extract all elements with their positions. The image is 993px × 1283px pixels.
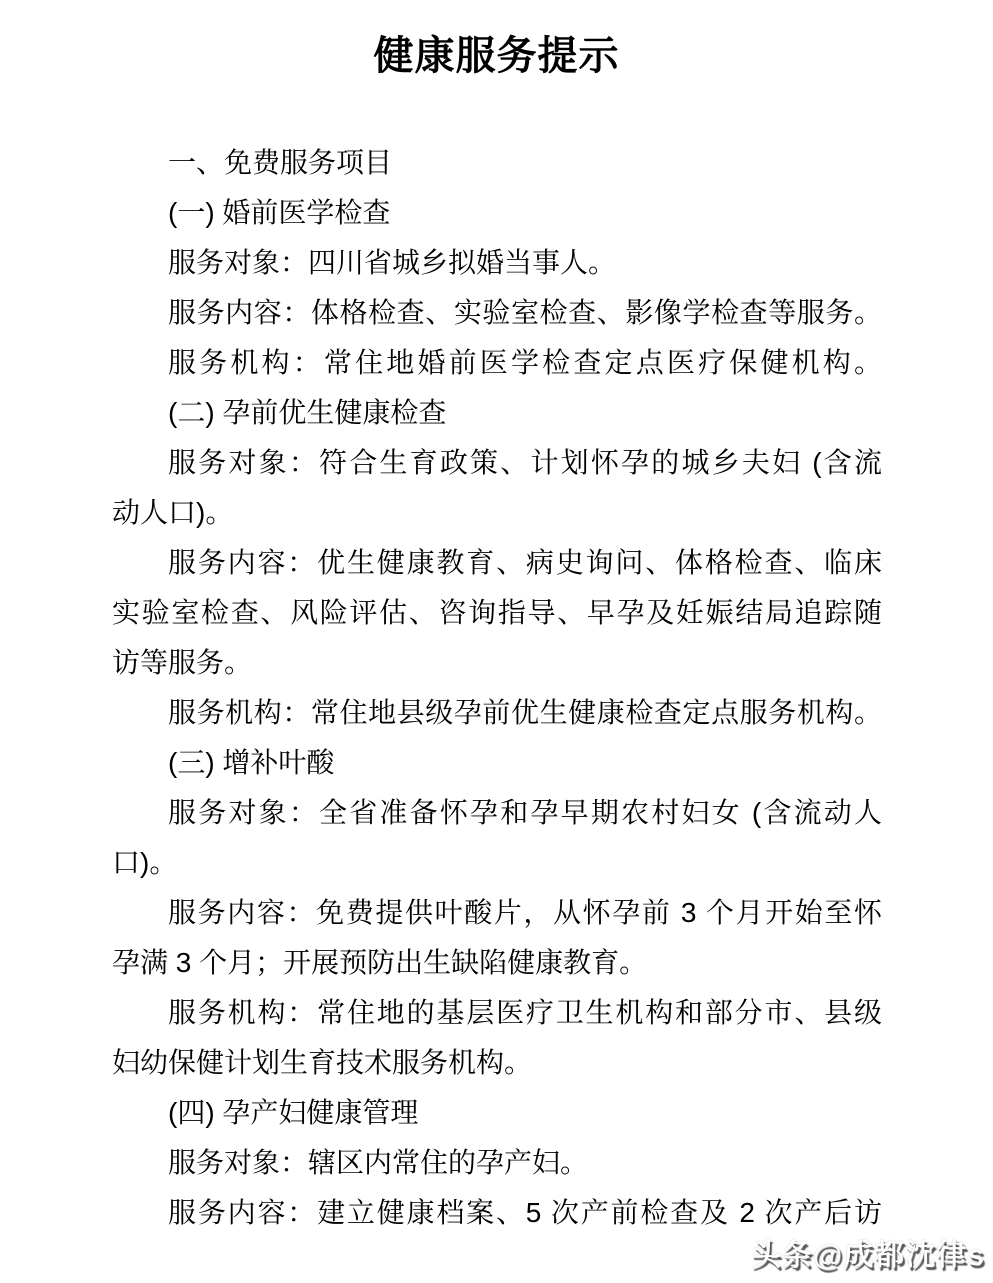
body-line: 服务机构：常住地的基层医疗卫生机构和部分市、县级 <box>168 997 882 1028</box>
body-line: 实验室检查、风险评估、咨询指导、早孕及妊娠结局追踪随 <box>112 597 882 628</box>
body-line: 访等服务。 <box>112 647 253 678</box>
toutiao-watermark: 头条@成都沈律s <box>751 1239 985 1272</box>
body-line: 服务对象：全省准备怀孕和孕早期农村妇女 (含流动人 <box>168 797 882 828</box>
section-heading: 一、免费服务项目 <box>168 147 393 178</box>
body-line: 服务机构：常住地县级孕前优生健康检查定点服务机构。 <box>168 697 882 728</box>
subsection-heading: (一) 婚前医学检查 <box>168 197 391 228</box>
body-line: 妇幼保健计划生育技术服务机构。 <box>112 1047 533 1078</box>
body-line: 服务对象：四川省城乡拟婚当事人。 <box>168 247 617 278</box>
page-title: 健康服务提示 <box>373 34 620 78</box>
body-line: 孕满 3 个月；开展预防出生缺陷健康教育。 <box>112 947 648 978</box>
body-line: 服务内容：建立健康档案、5 次产前检查及 2 次产后访 <box>168 1197 882 1228</box>
document-body <box>112 138 882 1238</box>
subsection-heading: (二) 孕前优生健康检查 <box>168 397 447 428</box>
subsection-heading: (四) 孕产妇健康管理 <box>168 1097 419 1128</box>
body-line: 动人口)。 <box>112 497 234 528</box>
body-line: 口)。 <box>112 847 178 878</box>
subsection-heading: (三) 增补叶酸 <box>168 747 335 778</box>
body-line: 服务内容：免费提供叶酸片，从怀孕前 3 个月开始至怀 <box>168 897 882 928</box>
body-line: 服务内容：体格检查、实验室检查、影像学检查等服务。 <box>168 297 882 328</box>
body-line: 服务内容：优生健康教育、病史询问、体格检查、临床 <box>168 547 882 578</box>
body-line: 服务对象：符合生育政策、计划怀孕的城乡夫妇 (含流 <box>168 447 882 478</box>
body-line: 服务机构：常住地婚前医学检查定点医疗保健机构。 <box>168 347 882 378</box>
body-line: 服务对象：辖区内常住的孕产妇。 <box>168 1147 589 1178</box>
